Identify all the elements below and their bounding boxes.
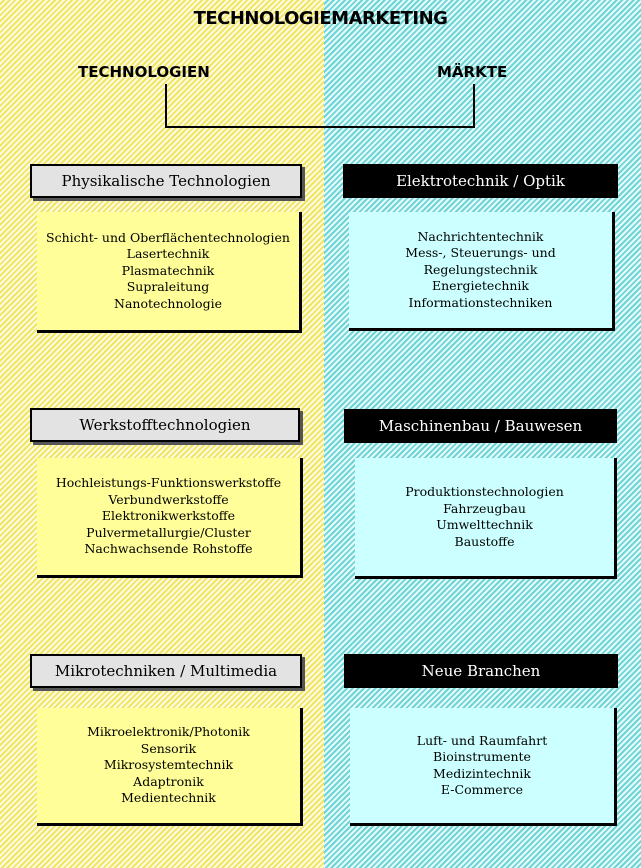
- market-item: Nachrichtentechnik: [417, 228, 544, 244]
- tech-item: Verbundwerkstoffe: [108, 491, 229, 507]
- tech-item: Medientechnik: [121, 790, 216, 806]
- tech-item: Lasertechnik: [126, 246, 210, 262]
- tech-item: Mikrosystemtechnik: [103, 757, 234, 773]
- connector-bracket: [165, 84, 475, 128]
- market-item: Mess-, Steuerungs- und Regelungstechnik: [405, 245, 556, 277]
- tech-items-physical: [37, 212, 302, 333]
- market-item: E-Commerce: [440, 782, 524, 797]
- tech-item: Schicht- und Oberflächentechnologien: [46, 229, 290, 245]
- tech-item: Pulvermetallurgie/Cluster: [86, 524, 251, 540]
- tech-items-materials: [37, 458, 303, 578]
- tech-category-materials: Werkstofftechnologien: [30, 408, 300, 442]
- tech-item: Mikroelektronik/Photonik: [87, 724, 250, 740]
- technologies-heading: TECHNOLOGIEN: [78, 63, 210, 81]
- market-item: Umwelttechnik: [436, 517, 533, 532]
- tech-item: Plasmatechnik: [121, 262, 215, 278]
- market-item: Baustoffe: [454, 533, 515, 549]
- market-item: Fahrzeugbau: [443, 500, 526, 516]
- market-category-new: Neue Branchen: [344, 654, 618, 688]
- tech-item: Sensorik: [140, 740, 197, 756]
- market-items-engineering: [355, 458, 617, 579]
- market-category-electro: Elektrotechnik / Optik: [343, 164, 618, 198]
- market-item: Bioinstrumente: [433, 749, 531, 764]
- tech-items-micro: [37, 708, 303, 826]
- diagram-title: TECHNOLOGIEMARKETING: [193, 8, 448, 29]
- market-items-new: [350, 708, 617, 826]
- market-category-engineering: Maschinenbau / Bauwesen: [344, 409, 617, 443]
- market-item: Luft- und Raumfahrt: [416, 732, 548, 748]
- tech-item: Adaptronik: [133, 773, 204, 789]
- tech-item: Hochleistungs-Funktionswerkstoffe: [55, 475, 282, 491]
- market-item: Produktionstechnologien: [405, 484, 564, 499]
- tech-item: Nachwachsende Rohstoffe: [84, 541, 253, 557]
- tech-item: Nanotechnologie: [114, 295, 222, 311]
- market-item: Energietechnik: [431, 278, 530, 294]
- tech-item: Supraleitung: [126, 279, 210, 295]
- markets-heading: MÄRKTE: [437, 63, 508, 81]
- tech-category-micro: Mikrotechniken / Multimedia: [30, 654, 302, 688]
- tech-item: Elektronikwerkstoffe: [101, 508, 236, 524]
- market-item: Informationstechniken: [408, 294, 553, 310]
- tech-category-physical: Physikalische Technologien: [30, 164, 302, 198]
- market-items-electro: [349, 212, 615, 331]
- market-item: Medizintechnik: [433, 765, 531, 781]
